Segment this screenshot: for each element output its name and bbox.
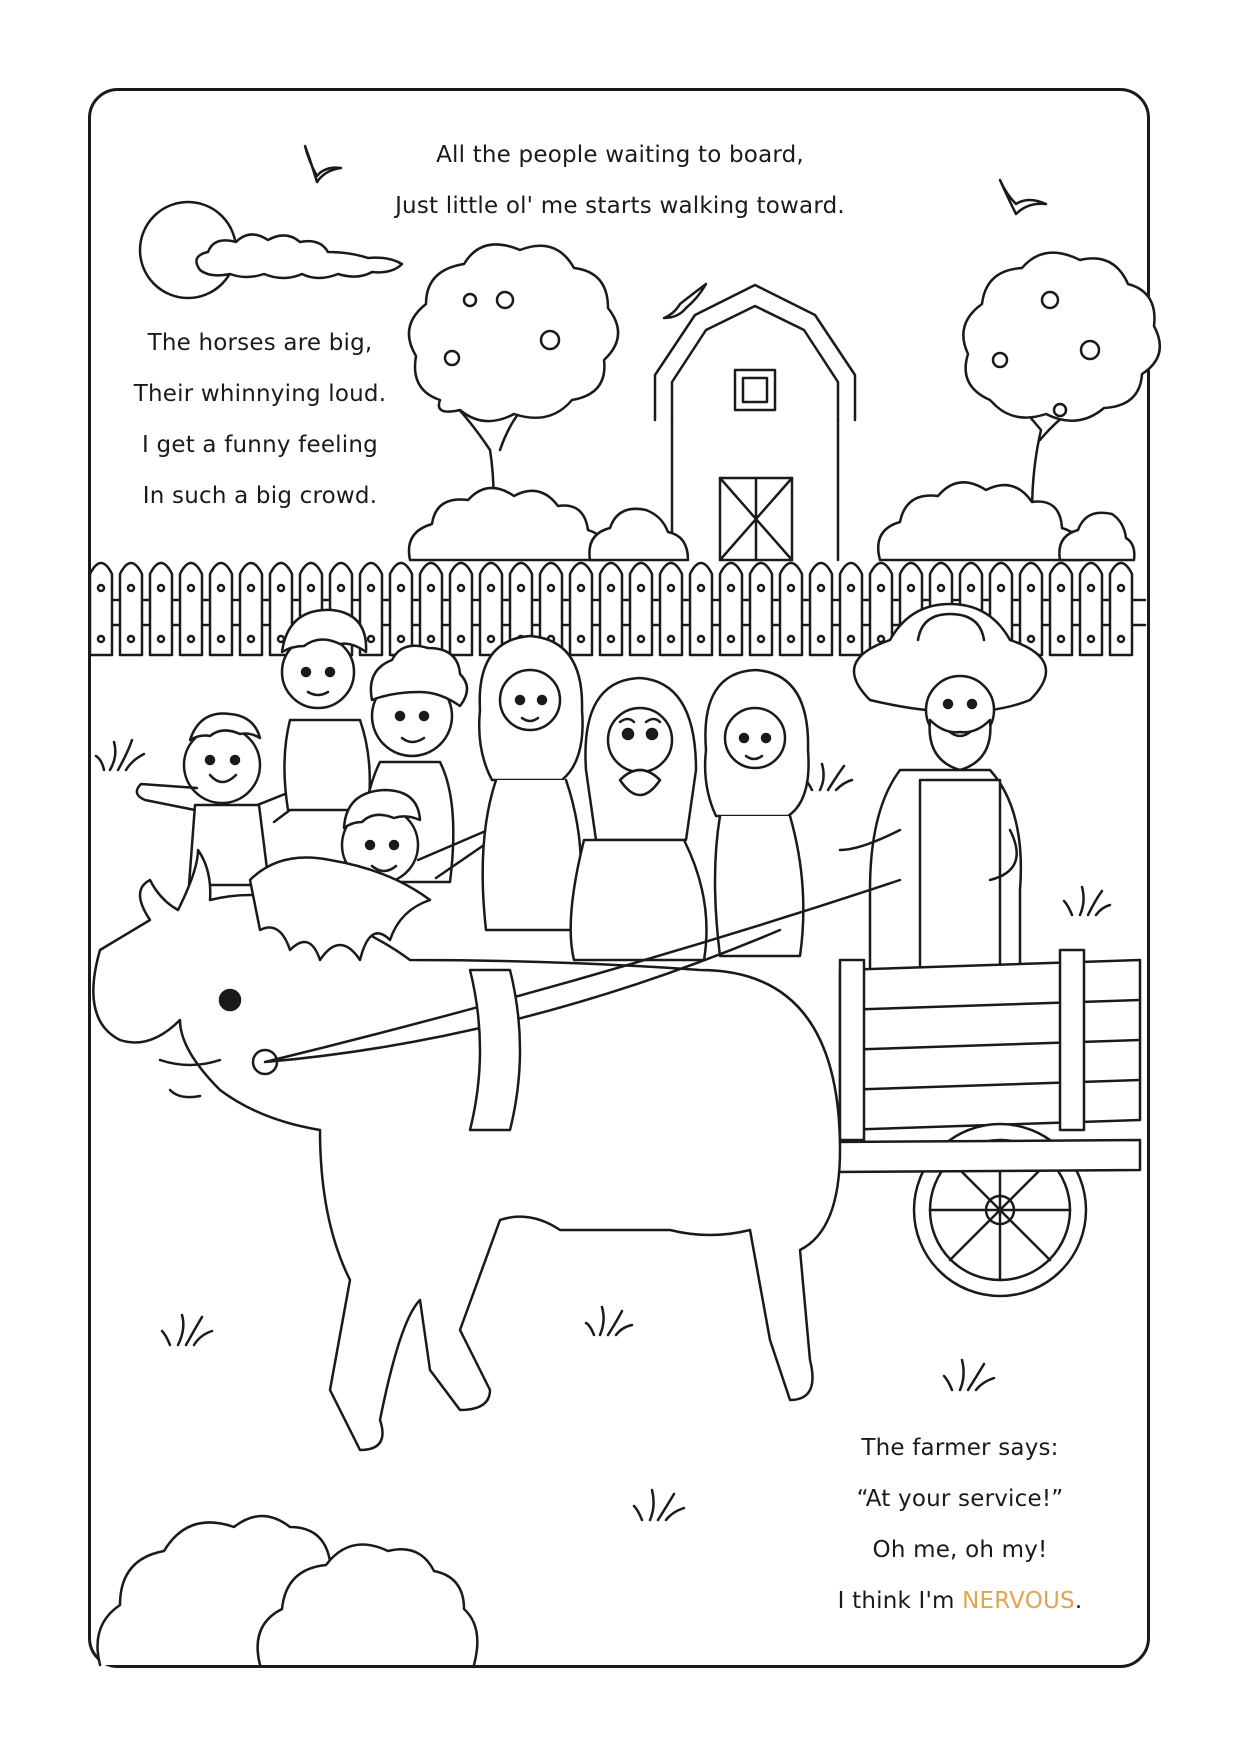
verse-line-final xyxy=(800,1576,1120,1627)
verse-line: Oh me, oh my! xyxy=(872,1537,1048,1563)
bush-icon xyxy=(98,1516,478,1665)
verse-line: In such a big crowd. xyxy=(142,483,378,509)
verse-prefix: I think I'm xyxy=(837,1588,963,1614)
verse-line: I get a funny feeling xyxy=(142,432,378,458)
verse-line: The farmer says: xyxy=(861,1435,1059,1461)
verse-line: Their whinnying loud. xyxy=(133,381,387,407)
emphasis-word: NERVOUS xyxy=(962,1588,1075,1614)
verse-suffix: . xyxy=(1074,1588,1083,1614)
verse-line: Just little ol' me starts walking toward. xyxy=(395,193,845,219)
verse-top xyxy=(300,130,940,232)
cloud-icon xyxy=(196,234,402,278)
verse-line: “At your service!” xyxy=(856,1486,1064,1512)
barn-icon xyxy=(655,285,855,560)
verse-bottom xyxy=(800,1423,1120,1627)
verse-left xyxy=(110,318,410,522)
verse-line: All the people waiting to board, xyxy=(436,142,804,168)
farmer-figure xyxy=(840,604,1046,990)
verse-line: The horses are big, xyxy=(147,330,373,356)
